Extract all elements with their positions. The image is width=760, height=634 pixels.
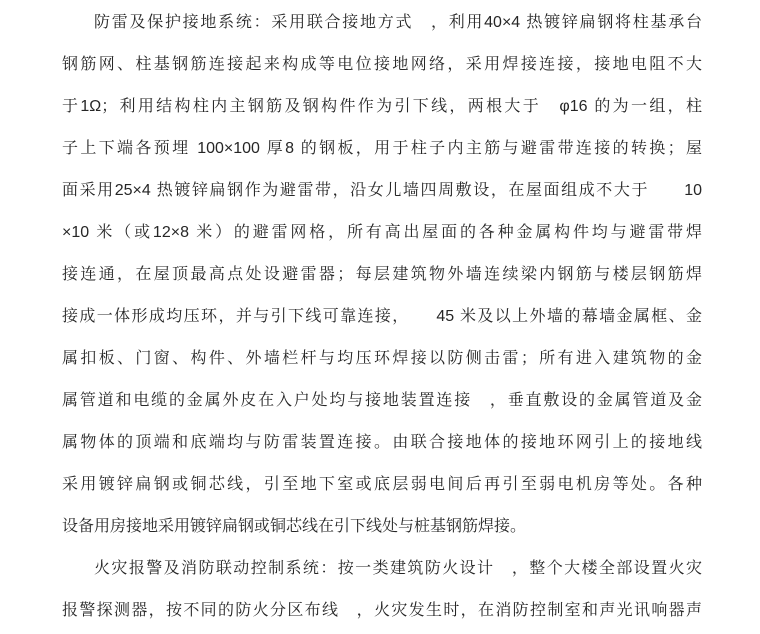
text-line: 报警探测器，按不同的防火分区布线 ，火灾发生时，在消防控制室和声光讯响器声 [62, 602, 702, 619]
text-line: 防雷及保护接地系统：采用联合接地方式 ，利用40×4 热镀锌扁钢将柱基承台 [94, 14, 702, 31]
text-line: 面采用25×4 热镀锌扁钢作为避雷带，沿女儿墙四周敷设，在屋面组成不大于 10 [62, 182, 702, 199]
text-line: 设备用房接地采用镀锌扁钢或铜芯线在引下线处与桩基钢筋焊接。 [62, 518, 527, 535]
text-line: 子上下端各预埋 100×100 厚8 的钢板，用于柱子内主筋与避雷带连接的转换；屋 [62, 140, 702, 157]
text-line: 属扣板、门窗、构件、外墙栏杆与均压环焊接以防侧击雷；所有进入建筑物的金 [62, 350, 702, 367]
text-line: 属管道和电缆的金属外皮在入户处均与接地装置连接 ，垂直敷设的金属管道及金 [62, 392, 702, 409]
text-line: 接成一体形成均压环，并与引下线可靠连接， 45 米及以上外墙的幕墙金属框、金 [62, 308, 702, 325]
text-line: 采用镀锌扁钢或铜芯线，引至地下室或底层弱电间后再引至弱电机房等处。各种 [62, 476, 702, 493]
text-line: 钢筋网、柱基钢筋连接起来构成等电位接地网络，采用焊接连接，接地电阻不大 [62, 56, 702, 73]
text-line: 于1Ω；利用结构柱内主钢筋及钢构件作为引下线，两根大于 φ16 的为一组，柱 [62, 98, 702, 115]
text-line: 火灾报警及消防联动控制系统：按一类建筑防火设计 ，整个大楼全部设置火灾 [94, 560, 702, 577]
text-line: 属物体的顶端和底端均与防雷装置连接。由联合接地体的接地环网引上的接地线 [62, 434, 702, 451]
paragraph-lightning-protection-grounding [62, 2, 702, 548]
text-line: ×10 米（或12×8 米）的避雷网格，所有高出屋面的各种金属构件均与避雷带焊 [62, 224, 702, 241]
paragraph-fire-alarm-system [62, 548, 702, 632]
text-line: 接连通，在屋顶最高点处设避雷器；每层建筑物外墙连续梁内钢筋与楼层钢筋焊 [62, 266, 702, 283]
